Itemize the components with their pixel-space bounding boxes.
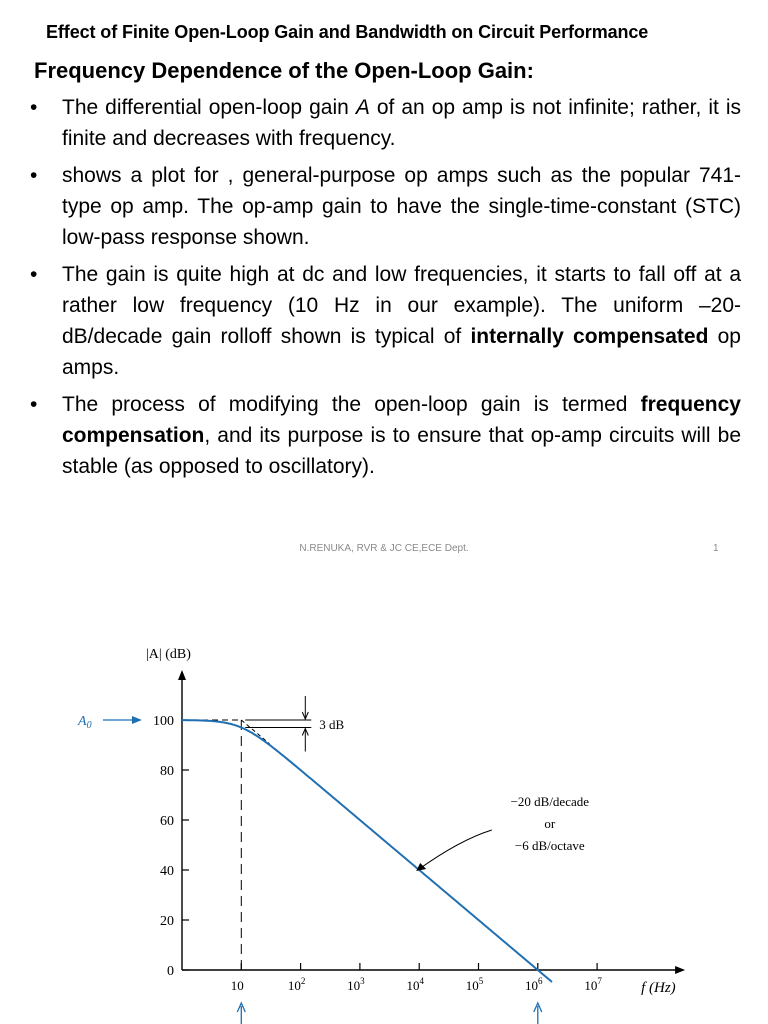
slope-annotation-line: −20 dB/decade	[510, 794, 590, 809]
x-axis-label: f (Hz)	[641, 980, 676, 996]
three-db-label: 3 dB	[319, 717, 345, 732]
gain-bode-plot	[0, 560, 768, 1024]
x-tick-exponent: 3	[360, 976, 365, 986]
a0-arrowhead	[132, 716, 142, 724]
bullet-text	[62, 96, 741, 150]
x-tick-exponent: 5	[478, 976, 484, 986]
slide-title: Effect of Finite Open-Loop Gain and Bandwidth on Circuit Performance	[46, 22, 649, 42]
bullet-text	[62, 164, 741, 249]
bullet-item	[30, 92, 741, 154]
x-tick-base: 10	[406, 978, 420, 993]
x-tick-exponent: 7	[597, 976, 602, 986]
bullet-dot: •	[30, 263, 38, 286]
y-tick-label: 80	[160, 764, 174, 779]
slope-pointer	[419, 830, 492, 869]
text-run: op amps.	[62, 325, 741, 379]
slope-annotation-line: or	[544, 816, 556, 831]
x-axis-arrowhead	[675, 966, 685, 974]
bullet-item	[30, 160, 741, 253]
text-run: , and its purpose is to ensure that op-amp circuits will be stable (as opposed to oscillatory).	[62, 424, 741, 478]
x-tick-base: 10	[465, 978, 479, 993]
slope-pointer-arrowhead	[416, 863, 426, 871]
y-tick-label: 60	[160, 814, 174, 829]
bullet-dot: •	[30, 164, 38, 187]
a0-label	[77, 714, 92, 731]
bold-term: frequency compensation	[62, 393, 741, 447]
x-tick-base: 10	[525, 978, 539, 993]
a0-subscript: 0	[86, 720, 92, 731]
x-tick-exponent: 2	[300, 976, 306, 986]
x-tick-base: 10	[347, 978, 361, 993]
bullet-list	[30, 92, 741, 488]
bullet-item	[30, 259, 741, 383]
y-tick-label: 100	[153, 714, 174, 729]
x-tick-base: 10	[230, 978, 244, 993]
y-tick-label: 40	[160, 864, 174, 879]
y-axis-label: |A| (dB)	[146, 647, 191, 662]
x-tick-label	[347, 976, 365, 993]
y-tick-label: 0	[167, 964, 174, 979]
x-tick-exponent: 4	[419, 976, 424, 986]
rolloff-asymptote	[241, 720, 269, 744]
footer-author: N.RENUKA, RVR & JC CE,ECE Dept.	[299, 543, 469, 554]
text-run: The differential open-loop gain	[62, 96, 356, 119]
x-tick-label	[231, 978, 244, 993]
bold-term: internally compensated	[470, 325, 709, 348]
text-run: The process of modifying the open-loop gain is termed	[62, 393, 641, 416]
italic-symbol: A	[355, 96, 370, 119]
y-axis-arrowhead	[178, 670, 186, 680]
text-run: shows a plot for , general-purpose op amps such as the popular 741-type op amp. The op-amp gain to have the single-time-constant (STC) low-pass response shown.	[62, 164, 741, 249]
text-run: The gain is quite high at dc and low frequencies, it starts to fall off at a rather low frequency (10 Hz in our example). The uniform –20-dB/decade gain rolloff shown is typical of	[62, 263, 741, 348]
x-tick-base: 10	[287, 978, 301, 993]
bullet-text	[62, 263, 741, 379]
gain-curve	[182, 720, 552, 982]
a0-symbol: A	[78, 714, 87, 729]
x-tick-label	[288, 976, 306, 993]
page-number: 1	[713, 543, 719, 554]
text-run: of an op amp is not infinite; rather, it is finite and decreases with frequency.	[62, 96, 741, 150]
x-tick-label	[466, 976, 484, 993]
bullet-dot: •	[30, 96, 38, 119]
slope-annotation-line: −6 dB/octave	[514, 838, 585, 853]
x-tick-exponent: 6	[538, 976, 543, 986]
x-tick-label	[525, 976, 543, 993]
x-tick-label	[406, 976, 424, 993]
x-tick-label	[584, 976, 602, 993]
bullet-text	[62, 393, 741, 478]
y-tick-label: 20	[160, 914, 174, 929]
bullet-item	[30, 389, 741, 482]
x-tick-base: 10	[584, 978, 598, 993]
bullet-dot: •	[30, 393, 38, 416]
section-heading: Frequency Dependence of the Open-Loop Gain:	[34, 58, 534, 83]
